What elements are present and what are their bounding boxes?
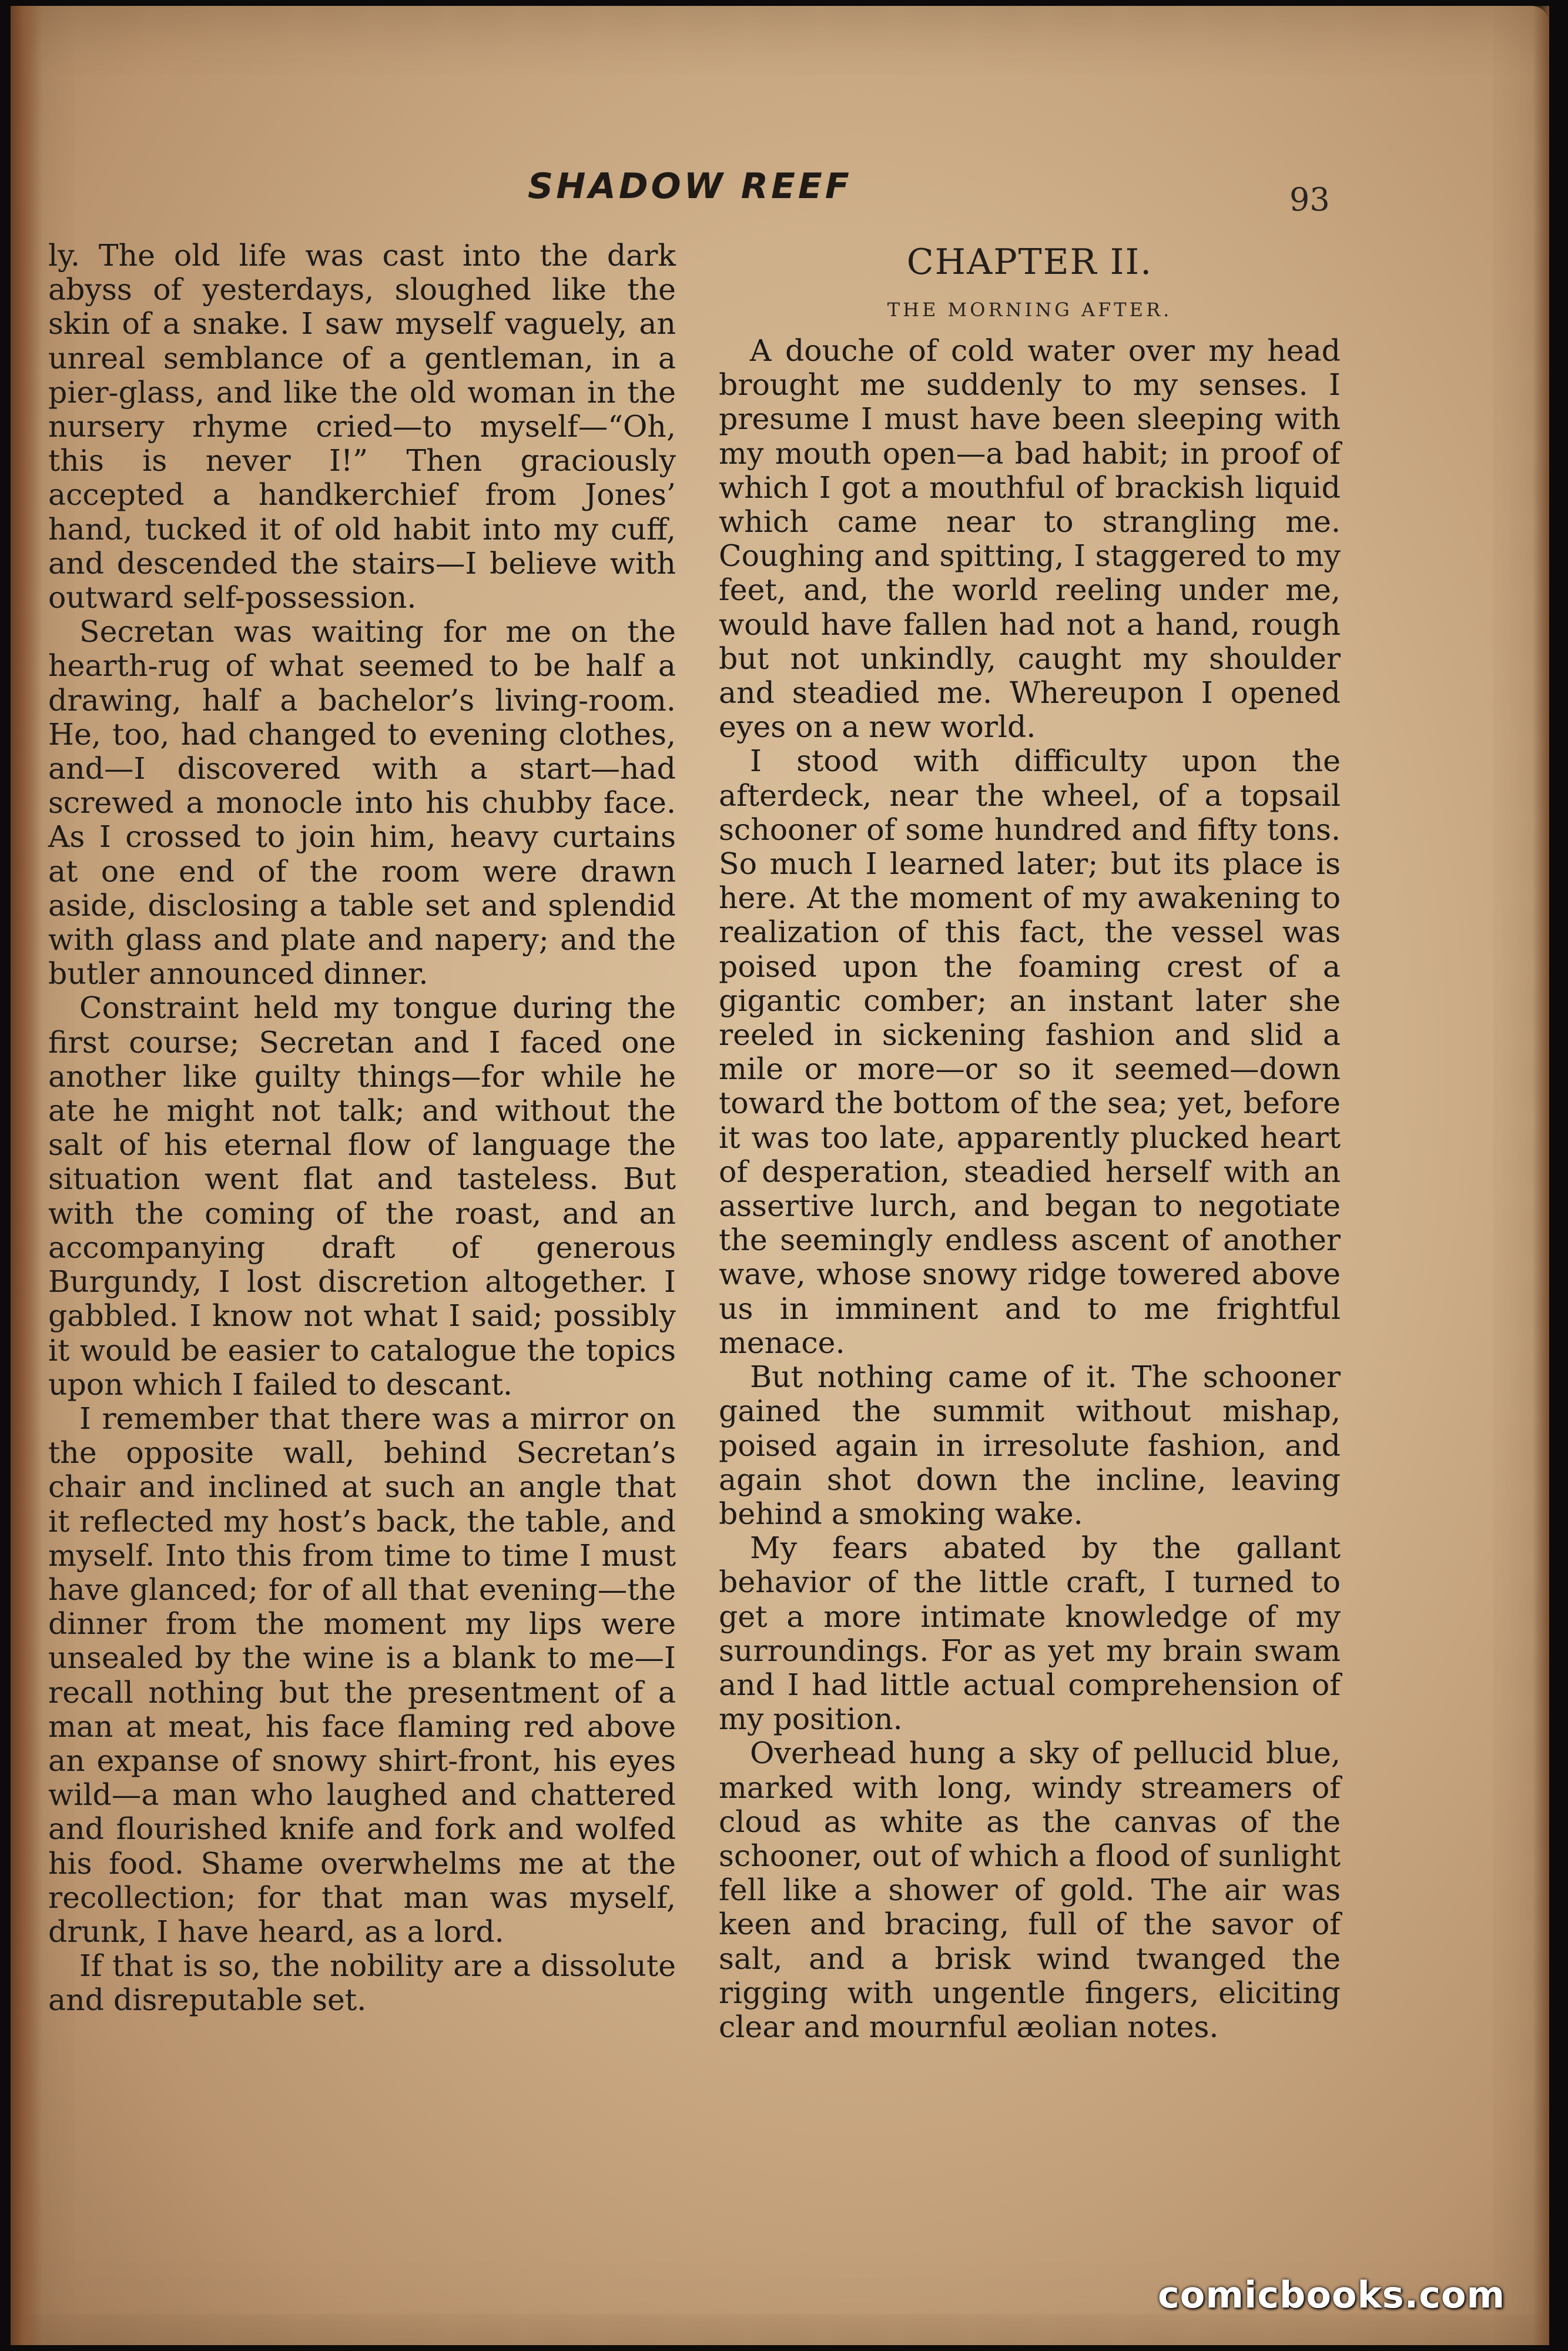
left-column: [48, 239, 676, 2018]
paragraph: I stood with difficulty upon the afterdeck, near the wheel, of a topsail schooner of some hundred and fifty tons. So much I learned later; but its place is here. At the moment of my awakening to realization of this fact, the vessel was poised upon the foaming crest of a gigantic comber; an instant later she reeled in sickening fashion and slid a mile or more—or so it seemed—down toward the bottom of the sea; yet, before it was too late, apparently plucked heart of desperation, steadied herself with an assertive lurch, and began to negotiate the seemingly endless ascent of another wave, whose snowy ridge towered above us in imminent and to me frightful menace.: [719, 744, 1341, 1360]
paragraph: Secretan was waiting for me on the hearth-rug of what seemed to be half a drawing, half a bachelor’s living-room. He, too, had changed to evening clothes, and—I discovered with a start—had screwed a monocle into his chubby face. As I crossed to join him, heavy curtains at one end of the room were drawn aside, disclosing a table set and splendid with glass and plate and napery; and the butler announced dinner.: [48, 614, 676, 992]
site-watermark: comicbooks.com: [1158, 2273, 1506, 2316]
chapter-title: CHAPTER II.: [906, 242, 1153, 283]
page-outer-edge: [1533, 6, 1549, 2345]
right-column: [719, 239, 1341, 2044]
page-binding-edge: [11, 6, 42, 2345]
paragraph: If that is so, the nobility are a dissolute and disreputable set.: [48, 1948, 676, 2018]
paragraph: Overhead hung a sky of pellucid blue, marked with long, windy streamers of cloud as white as the canvas of the schooner, out of which a flood of sunlight fell like a shower of gold. The air was keen and bracing, full of the savor of salt, and a brisk wind twanged the rigging with ungentle fingers, eliciting clear and mournful æolian notes.: [719, 1736, 1341, 2044]
paragraph: My fears abated by the gallant behavior of the little craft, I turned to get a more intimate knowledge of my surroundings. For as yet my brain swam and I had little actual comprehension of my position.: [719, 1531, 1341, 1737]
page-number: 93: [1289, 181, 1330, 218]
paragraph: I remember that there was a mirror on the opposite wall, behind Secretan’s chair and inclined at such an angle that it reflected my host’s back, the table, and myself. Into this from time to time I must have glanced; for of all that evening—the dinner from the moment my lips were unsealed by the wine is a blank to me—I recall nothing but the presentment of a man at meat, his face flaming red above an expanse of snowy shirt-front, his eyes wild—a man who laughed and chattered and flourished knife and fork and wolfed his food. Shame overwhelms me at the recollection; for that man was myself, drunk, I have heard, as a lord.: [48, 1401, 676, 1949]
paragraph: A douche of cold water over my head brought me suddenly to my senses. I presume I must have been sleeping with my mouth open—a bad habit; in proof of which I got a mouthful of brackish liquid which came near to strangling me. Coughing and spitting, I staggered to my feet, and, the world reeling under me, would have fallen had not a hand, rough but not unkindly, caught my shoulder and steadied me. Whereupon I opened eyes on a new world.: [719, 333, 1341, 745]
paragraph: ly. The old life was cast into the dark abyss of yesterdays, sloughed like the skin of a snake. I saw myself vaguely, an unreal semblance of a gentleman, in a pier-glass, and like the old woman in the nursery rhyme cried—to myself—“Oh, this is never I!” Then graciously accepted a handkerchief from Jones’ hand, tucked it of old habit into my cuff, and descended the stairs—I believe with outward self-possession.: [48, 238, 676, 615]
paragraph: Constraint held my tongue during the first course; Secretan and I faced one another like guilty things—for while he ate he might not talk; and without the salt of his eternal flow of language the situation went flat and tasteless. But with the coming of the roast, and an accompanying draft of generous Burgundy, I lost discretion altogether. I gabbled. I know not what I said; possibly it would be easier to catalogue the topics upon which I failed to descant.: [48, 990, 676, 1402]
paragraph: But nothing came of it. The schooner gained the summit without mishap, poised again in irresolute fashion, and again shot down the incline, leaving behind a smoking wake.: [719, 1359, 1341, 1531]
chapter-subtitle: THE MORNING AFTER.: [887, 299, 1172, 321]
book-page: [11, 6, 1549, 2345]
running-title: SHADOW REEF: [528, 166, 852, 207]
